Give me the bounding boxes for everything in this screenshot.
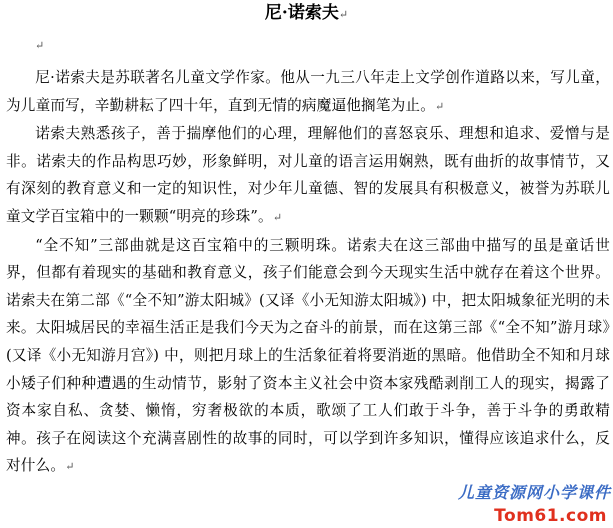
empty-paragraph <box>35 38 44 54</box>
paragraph-text: 尼·诺索夫是苏联著名儿童文学作家。他从一九三八年走上文学创作道路以来，写儿童，为儿童而写，辛勤耕耘了四十年，直到无情的病魔逼他搁笔为止。 <box>6 69 610 114</box>
paragraph-text: “全不知”三部曲就是这百宝箱中的三颗明珠。诺索夫在这三部曲中描写的虽是童话世界，但都有着现实的基础和教育意义，孩子们能意会到今天现实生活中就存在着这个世界。诺索夫在第二部《“全不知”游太阳城》(又译《小无知游太阳城》) 中，把太阳城象征光明的未来。太阳城居民的幸福生活正是我们今天为之奋斗的前景，而在这第三部《“全不知”游月球》(又译《小无知游月宫》) 中，则把月球上的生活象征着将要消逝的黑暗。他借助全不知和月球小矮子们种种遭遇的生动情节，影射了资本主义社会中资本家残酷剥削工人的现实，揭露了资本家自私、贪婪、懒惰，穷奢极欲的本质，歌颂了工人们敢于斗争，善于斗争的勇敢精神。孩子在阅读这个充满喜剧性的故事的同时，可以学到许多知识，懂得应该追求什么，反对什么。 <box>6 236 610 475</box>
document-title <box>0 2 613 26</box>
paragraph-text: 诺索夫熟悉孩子，善于揣摩他们的心理，理解他们的喜怒哀乐、理想和追求、爱憎与是非。诺索夫的作品构思巧妙，形象鲜明，对儿童的语言运用娴熟，既有曲折的故事情节，又有深刻的教育意义和一定的知识性，对少年儿童德、智的发展具有积极意义，被誉为苏联儿童文学百宝箱中的一颗颗“明亮的珍珠”。 <box>6 125 610 225</box>
watermark-site-url: Tom61.com <box>494 506 607 526</box>
paragraph-mark-icon: ↵ <box>338 8 349 21</box>
paragraph-2 <box>6 120 610 231</box>
paragraph-mark-icon: ↵ <box>272 210 283 224</box>
paragraph-mark-icon: ↵ <box>435 99 445 113</box>
site-watermark <box>411 480 611 528</box>
paragraph-mark-icon: ↵ <box>65 460 75 474</box>
paragraph-mark-icon: ↵ <box>35 39 45 52</box>
watermark-site-name: 儿童资源网小学课件 <box>457 483 611 502</box>
document-body <box>6 64 610 481</box>
title-text: 尼·诺索夫 <box>264 3 339 23</box>
paragraph-1 <box>6 64 610 120</box>
paragraph-3 <box>6 232 610 481</box>
